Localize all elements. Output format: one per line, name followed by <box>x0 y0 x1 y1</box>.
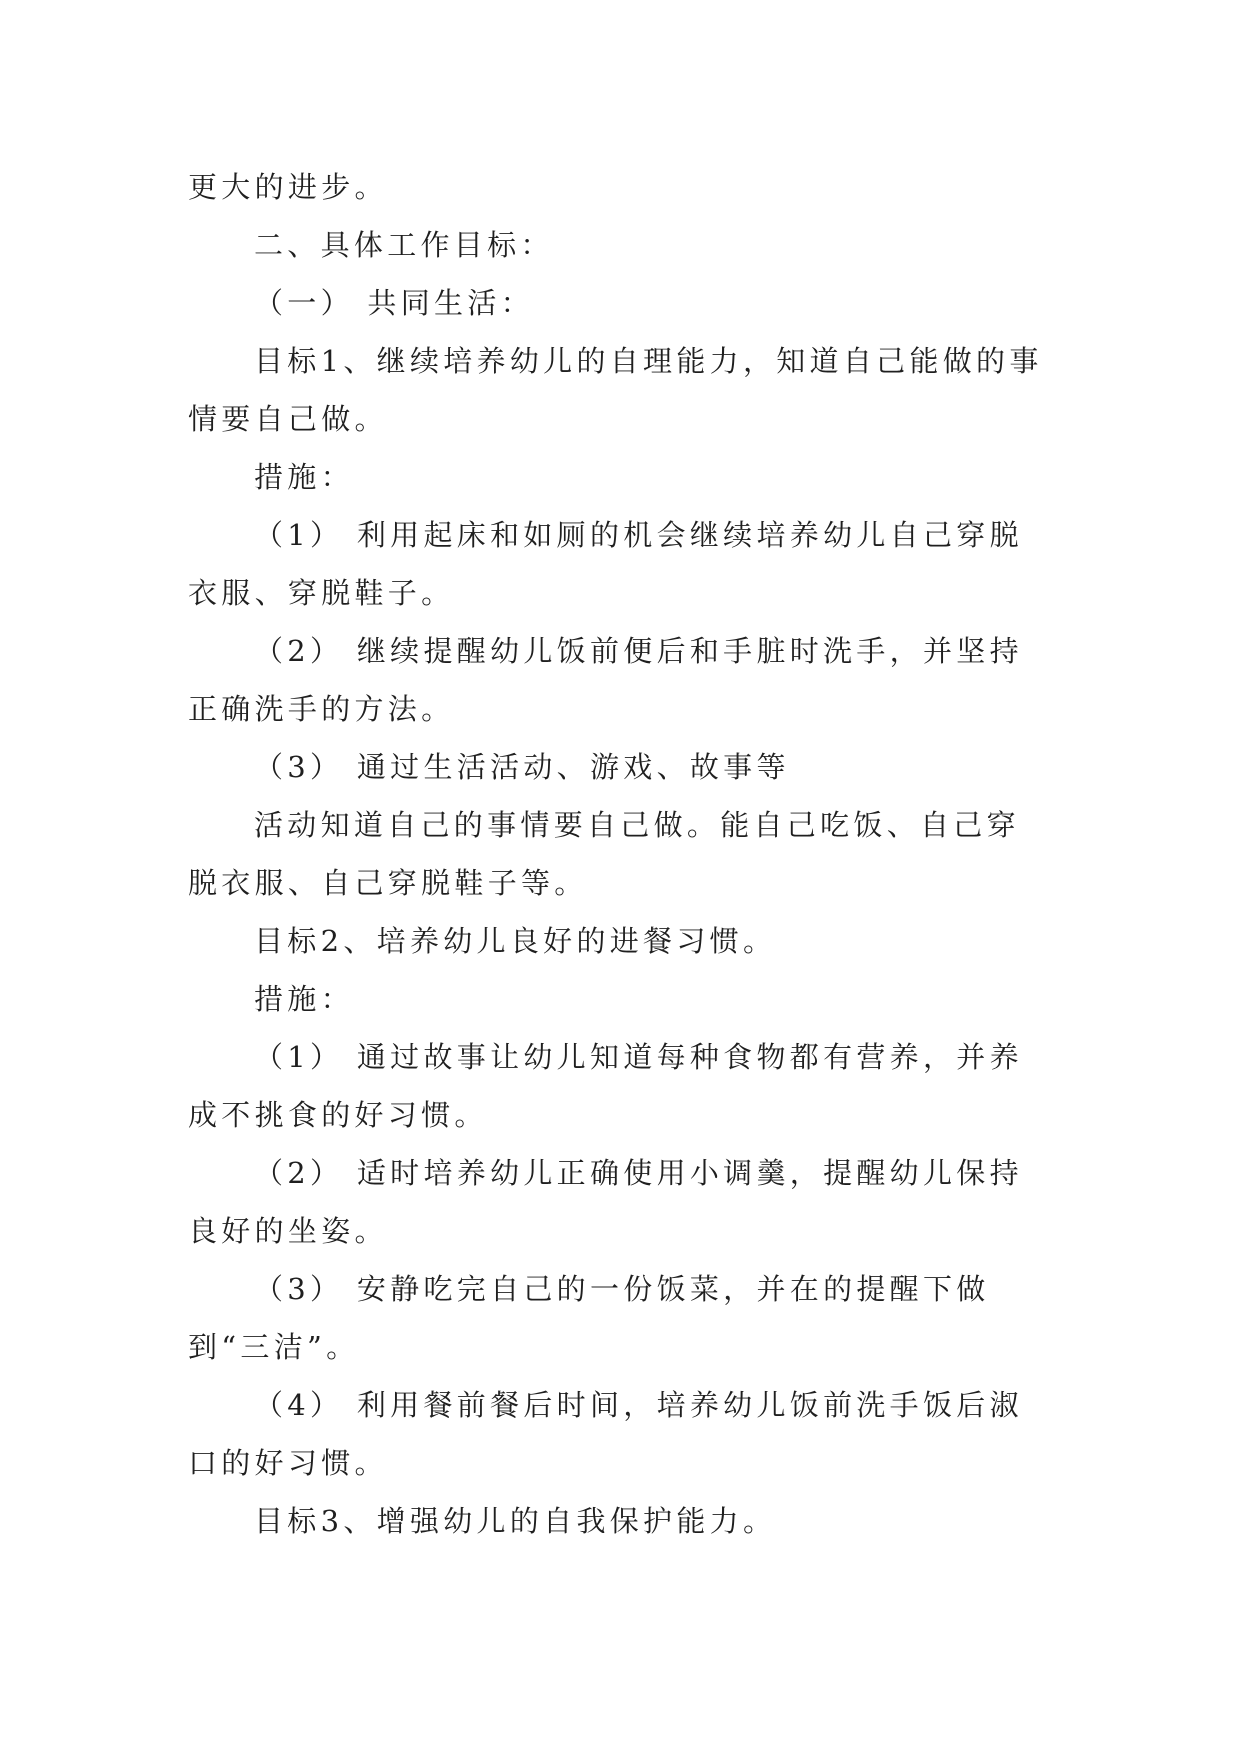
subsection-heading-shared-life: （一） 共同生活： <box>254 286 534 320</box>
goal-1-measure-2: （2） 继续提醒幼儿饭前便后和手脏时洗手，并坚持正确洗手的方法。 <box>188 634 1023 726</box>
goal-1-measure-3-continued: 活动知道自己的事情要自己做。能自己吃饭、自己穿脱衣服、自己穿脱鞋子等。 <box>188 808 1020 900</box>
goal-3: 目标3、增强幼儿的自我保护能力。 <box>254 1504 777 1538</box>
goal-1-measure-3: （3） 通过生活活动、游戏、故事等 <box>254 750 790 784</box>
goal-2-measure-4: （4） 利用餐前餐后时间，培养幼儿饭前洗手饭后淑口的好习惯。 <box>188 1388 1023 1480</box>
goal-2-measure-2: （2） 适时培养幼儿正确使用小调羹，提醒幼儿保持良好的坐姿。 <box>188 1156 1023 1248</box>
goal-1: 目标1、继续培养幼儿的自理能力，知道自己能做的事情要自己做。 <box>188 344 1043 436</box>
section-heading-work-goals: 二、具体工作目标： <box>254 228 554 262</box>
goal-1-measure-1: （1） 利用起床和如厕的机会继续培养幼儿自己穿脱衣服、穿脱鞋子。 <box>188 518 1023 610</box>
measures-label: 措施： <box>254 460 354 494</box>
goal-2-measure-3: （3） 安静吃完自己的一份饭菜，并在的提醒下做到“三洁”。 <box>188 1272 990 1364</box>
paragraph-continuation: 更大的进步。 <box>188 170 388 204</box>
goal-2: 目标2、培养幼儿良好的进餐习惯。 <box>254 924 777 958</box>
goal-2-measure-1: （1） 通过故事让幼儿知道每种食物都有营养，并养成不挑食的好习惯。 <box>188 1040 1023 1132</box>
measures-label: 措施： <box>254 982 354 1016</box>
document-body <box>188 158 1048 1550</box>
